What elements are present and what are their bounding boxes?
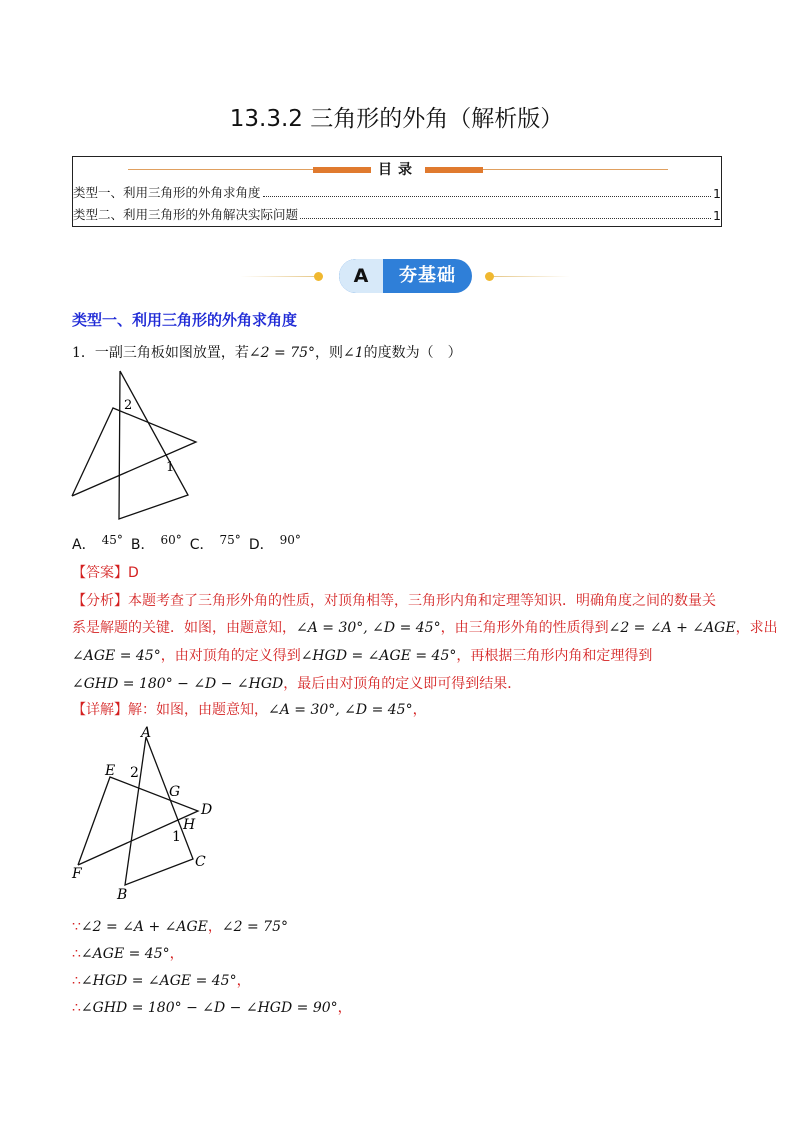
- choice-letter[interactable]: C．: [189, 537, 214, 553]
- figure-label: C: [195, 854, 206, 870]
- solution-step-2: [72, 943, 184, 963]
- analysis-text: 系是解题的关键．如图，由题意知，: [72, 620, 296, 636]
- step-math: ∠HGD = ∠AGE = 45°: [80, 973, 237, 989]
- choice-value: 45°: [101, 533, 123, 547]
- detail-math: ∠A = 30°, ∠D = 45°: [268, 702, 413, 718]
- figure-label: H: [183, 817, 196, 833]
- detail-tag: 【详解】: [72, 702, 128, 718]
- analysis-text: ，最后由对顶角的定义即可得到结果．: [283, 676, 522, 692]
- analysis-text: ，由对顶角的定义得到: [160, 648, 301, 664]
- choice-letter[interactable]: D．: [248, 537, 274, 553]
- figure-label: E: [105, 763, 116, 779]
- toc-leader-dots: [300, 218, 711, 219]
- detail-text: ，: [412, 702, 427, 718]
- analysis-line-2: [72, 617, 778, 637]
- step-text: ，: [169, 946, 184, 962]
- banner-dot-right: [485, 272, 494, 281]
- step-math: ∠AGE = 45°: [80, 946, 170, 962]
- figure-triangle-1: [72, 408, 196, 496]
- toc-divider-right: [483, 169, 668, 170]
- choice-value: 60°: [160, 533, 182, 547]
- choice-value: 75°: [219, 533, 241, 547]
- answer-tag: 【答案】: [72, 565, 128, 581]
- section-banner: [339, 259, 472, 293]
- stem-text: ，则: [315, 345, 344, 361]
- choice-letter[interactable]: A．: [72, 537, 96, 553]
- solution-step-4: [72, 997, 352, 1017]
- analysis-math: ∠GHD = 180° − ∠D − ∠HGD: [72, 676, 284, 692]
- figure-label: B: [117, 887, 128, 903]
- toc-item-page: 1: [713, 186, 721, 201]
- table-of-contents: [72, 156, 722, 227]
- analysis-line-1: [72, 590, 716, 610]
- figure-triangle-2: [119, 371, 188, 519]
- analysis-text: 本题考查了三角形外角的性质，对顶角相等，三角形内角和定理等知识．明确角度之间的数量关: [128, 593, 716, 609]
- choice-value: 90°: [279, 533, 301, 547]
- step-symbol: ∴: [72, 946, 81, 962]
- solution-step-1: [72, 916, 288, 936]
- analysis-math: ∠AGE = 45°: [72, 648, 161, 664]
- step-text: ，: [207, 919, 222, 935]
- detail-line: [72, 699, 427, 719]
- step-text: ，: [337, 1000, 352, 1016]
- figure-label: 2: [124, 398, 133, 413]
- toc-item-type2[interactable]: [73, 205, 721, 223]
- banner-line-right: [494, 276, 570, 277]
- figure-label: 1: [172, 829, 181, 845]
- analysis-line-3: [72, 645, 652, 665]
- toc-bar-right: [425, 167, 483, 173]
- step-symbol: ∴: [72, 1000, 81, 1016]
- analysis-text: ，求出: [735, 620, 778, 636]
- stem-text: 的度数为（ ）: [363, 345, 462, 361]
- analysis-tag: 【分析】: [72, 593, 128, 609]
- analysis-math: ∠2 = ∠A + ∠AGE: [608, 620, 736, 636]
- analysis-math: ∠A = 30°, ∠D = 45°: [296, 620, 441, 636]
- figure-label: G: [169, 784, 181, 800]
- step-symbol: ∴: [72, 973, 81, 989]
- stem-math: ∠2 = 75°: [248, 345, 316, 361]
- figure-label: F: [72, 866, 82, 882]
- analysis-text: ，再根据三角形内角和定理得到: [456, 648, 653, 664]
- answer-line: [72, 562, 139, 582]
- banner-dot-left: [314, 272, 323, 281]
- step-symbol: ∵: [72, 919, 81, 935]
- solution-step-3: [72, 970, 251, 990]
- triangle-figure-2: [68, 725, 228, 905]
- stem-text: 1．一副三角板如图放置，若: [72, 345, 249, 361]
- toc-item-page: 1: [713, 208, 721, 223]
- triangle-figure-1: [68, 365, 203, 525]
- banner-line-left: [240, 276, 316, 277]
- step-math: ∠2 = 75°: [221, 919, 288, 935]
- analysis-line-4: [72, 673, 521, 693]
- toc-heading: 目录: [378, 162, 418, 178]
- choice-letter[interactable]: B．: [130, 537, 155, 553]
- toc-item-label: 类型二、利用三角形的外角解决实际问题: [73, 207, 299, 222]
- section-heading: 类型一、利用三角形的外角求角度: [72, 311, 298, 329]
- banner-text: 夯基础: [399, 265, 456, 286]
- figure-label: 1: [166, 460, 175, 475]
- step-text: ，: [236, 973, 251, 989]
- figure-label: 2: [130, 765, 139, 781]
- figure-label: A: [141, 725, 152, 741]
- analysis-text: ，由三角形外角的性质得到: [440, 620, 609, 636]
- step-math: ∠GHD = 180° − ∠D − ∠HGD = 90°: [80, 1000, 338, 1016]
- toc-item-type1[interactable]: [73, 183, 721, 201]
- answer-value: D: [128, 565, 139, 581]
- banner-letter: A: [339, 259, 383, 293]
- stem-math: ∠1: [343, 345, 364, 361]
- question-1-choices: [72, 534, 309, 554]
- page-title: 13.3.2 三角形的外角（解析版）: [229, 106, 564, 132]
- figure-triangle-2: [125, 737, 193, 885]
- step-math: ∠2 = ∠A + ∠AGE: [80, 919, 208, 935]
- figure-label: D: [201, 802, 213, 818]
- toc-leader-dots: [263, 196, 712, 197]
- detail-text: 解：如图，由题意知，: [128, 702, 268, 718]
- analysis-math: ∠HGD = ∠AGE = 45°: [300, 648, 457, 664]
- question-1-stem: [72, 342, 462, 362]
- toc-item-label: 类型一、利用三角形的外角求角度: [73, 185, 261, 200]
